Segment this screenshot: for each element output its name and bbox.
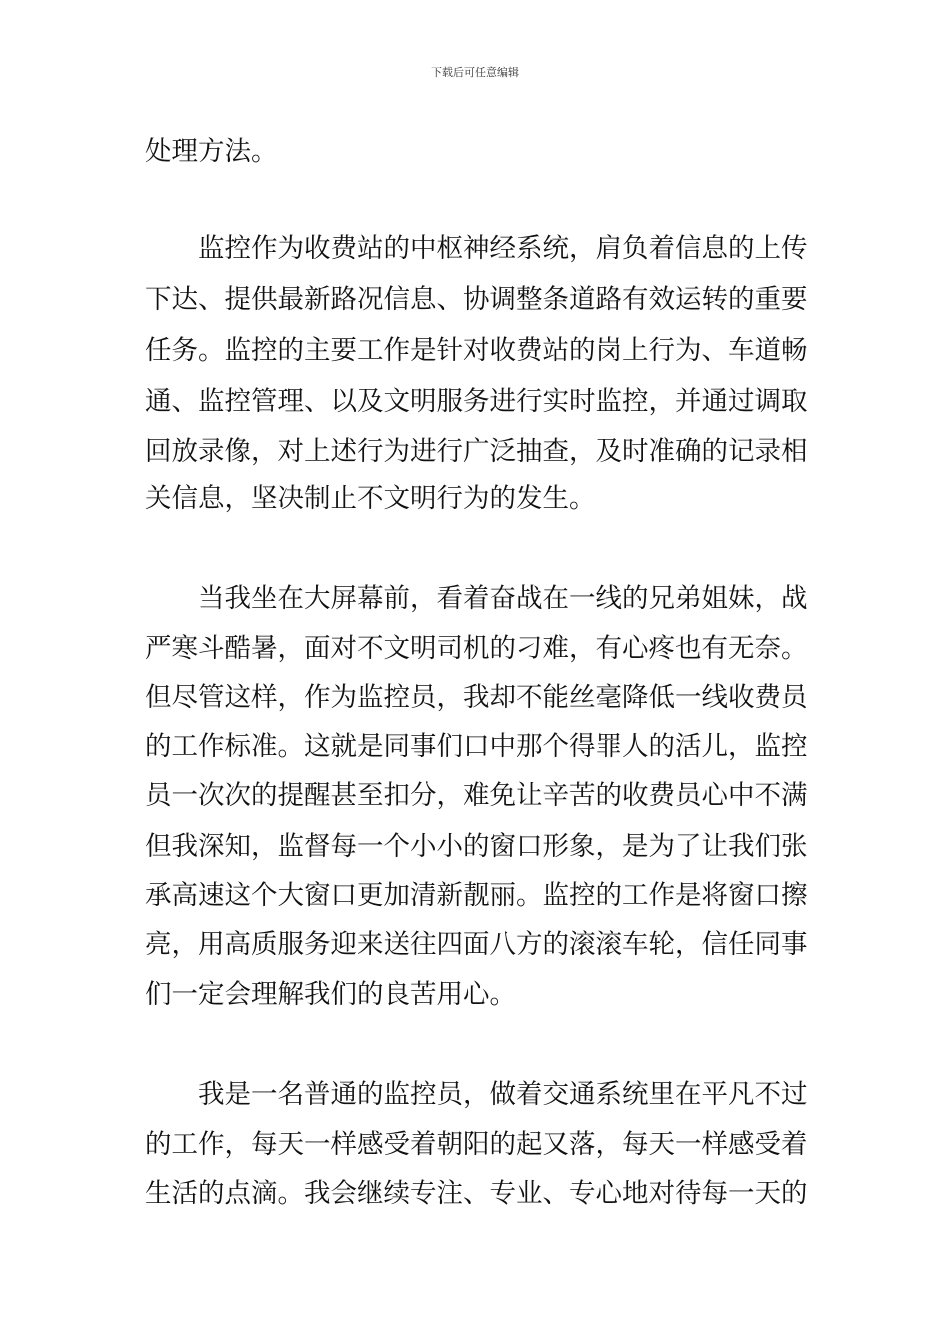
text-line: 生活的点滴。我会继续专注、专业、专心地对待每一天的 [145,1178,808,1209]
page-header: 下载后可任意编辑 [431,66,519,79]
text-line: 我是一名普通的监控员，做着交通系统里在平凡不过 [198,1079,808,1110]
text-line: 任务。监控的主要工作是针对收费站的岗上行为、车道畅 [145,335,808,366]
text-line: 但尽管这样，作为监控员，我却不能丝毫降低一线收费员 [145,682,808,713]
text-line: 处理方法。 [145,136,278,167]
text-line: 员一次次的提醒甚至扣分，难免让辛苦的收费员心中不满 [145,780,808,811]
text-line: 回放录像，对上述行为进行广泛抽查，及时准确的记录相 [145,436,808,467]
text-line: 的工作，每天一样感受着朝阳的起又落，每天一样感受着 [145,1129,808,1160]
text-line: 们一定会理解我们的良苦用心。 [145,979,516,1010]
text-line: 严寒斗酷暑，面对不文明司机的刁难，有心疼也有无奈。 [145,633,808,664]
text-line: 但我深知，监督每一个小小的窗口形象，是为了让我们张 [145,831,808,862]
text-line: 承高速这个大窗口更加清新靓丽。监控的工作是将窗口擦 [145,880,808,911]
text-line: 监控作为收费站的中枢神经系统，肩负着信息的上传 [198,233,808,264]
text-line: 当我坐在大屏幕前，看着奋战在一线的兄弟姐妹，战 [198,583,808,614]
text-line: 亮，用高质服务迎来送往四面八方的滚滚车轮，信任同事 [145,929,808,960]
text-line: 的工作标准。这就是同事们口中那个得罪人的活儿，监控 [145,731,808,762]
text-line: 通、监控管理、以及文明服务进行实时监控，并通过调取 [145,386,808,417]
text-line: 下达、提供最新路况信息、协调整条道路有效运转的重要 [145,284,808,315]
text-line: 关信息，坚决制止不文明行为的发生。 [145,483,596,514]
